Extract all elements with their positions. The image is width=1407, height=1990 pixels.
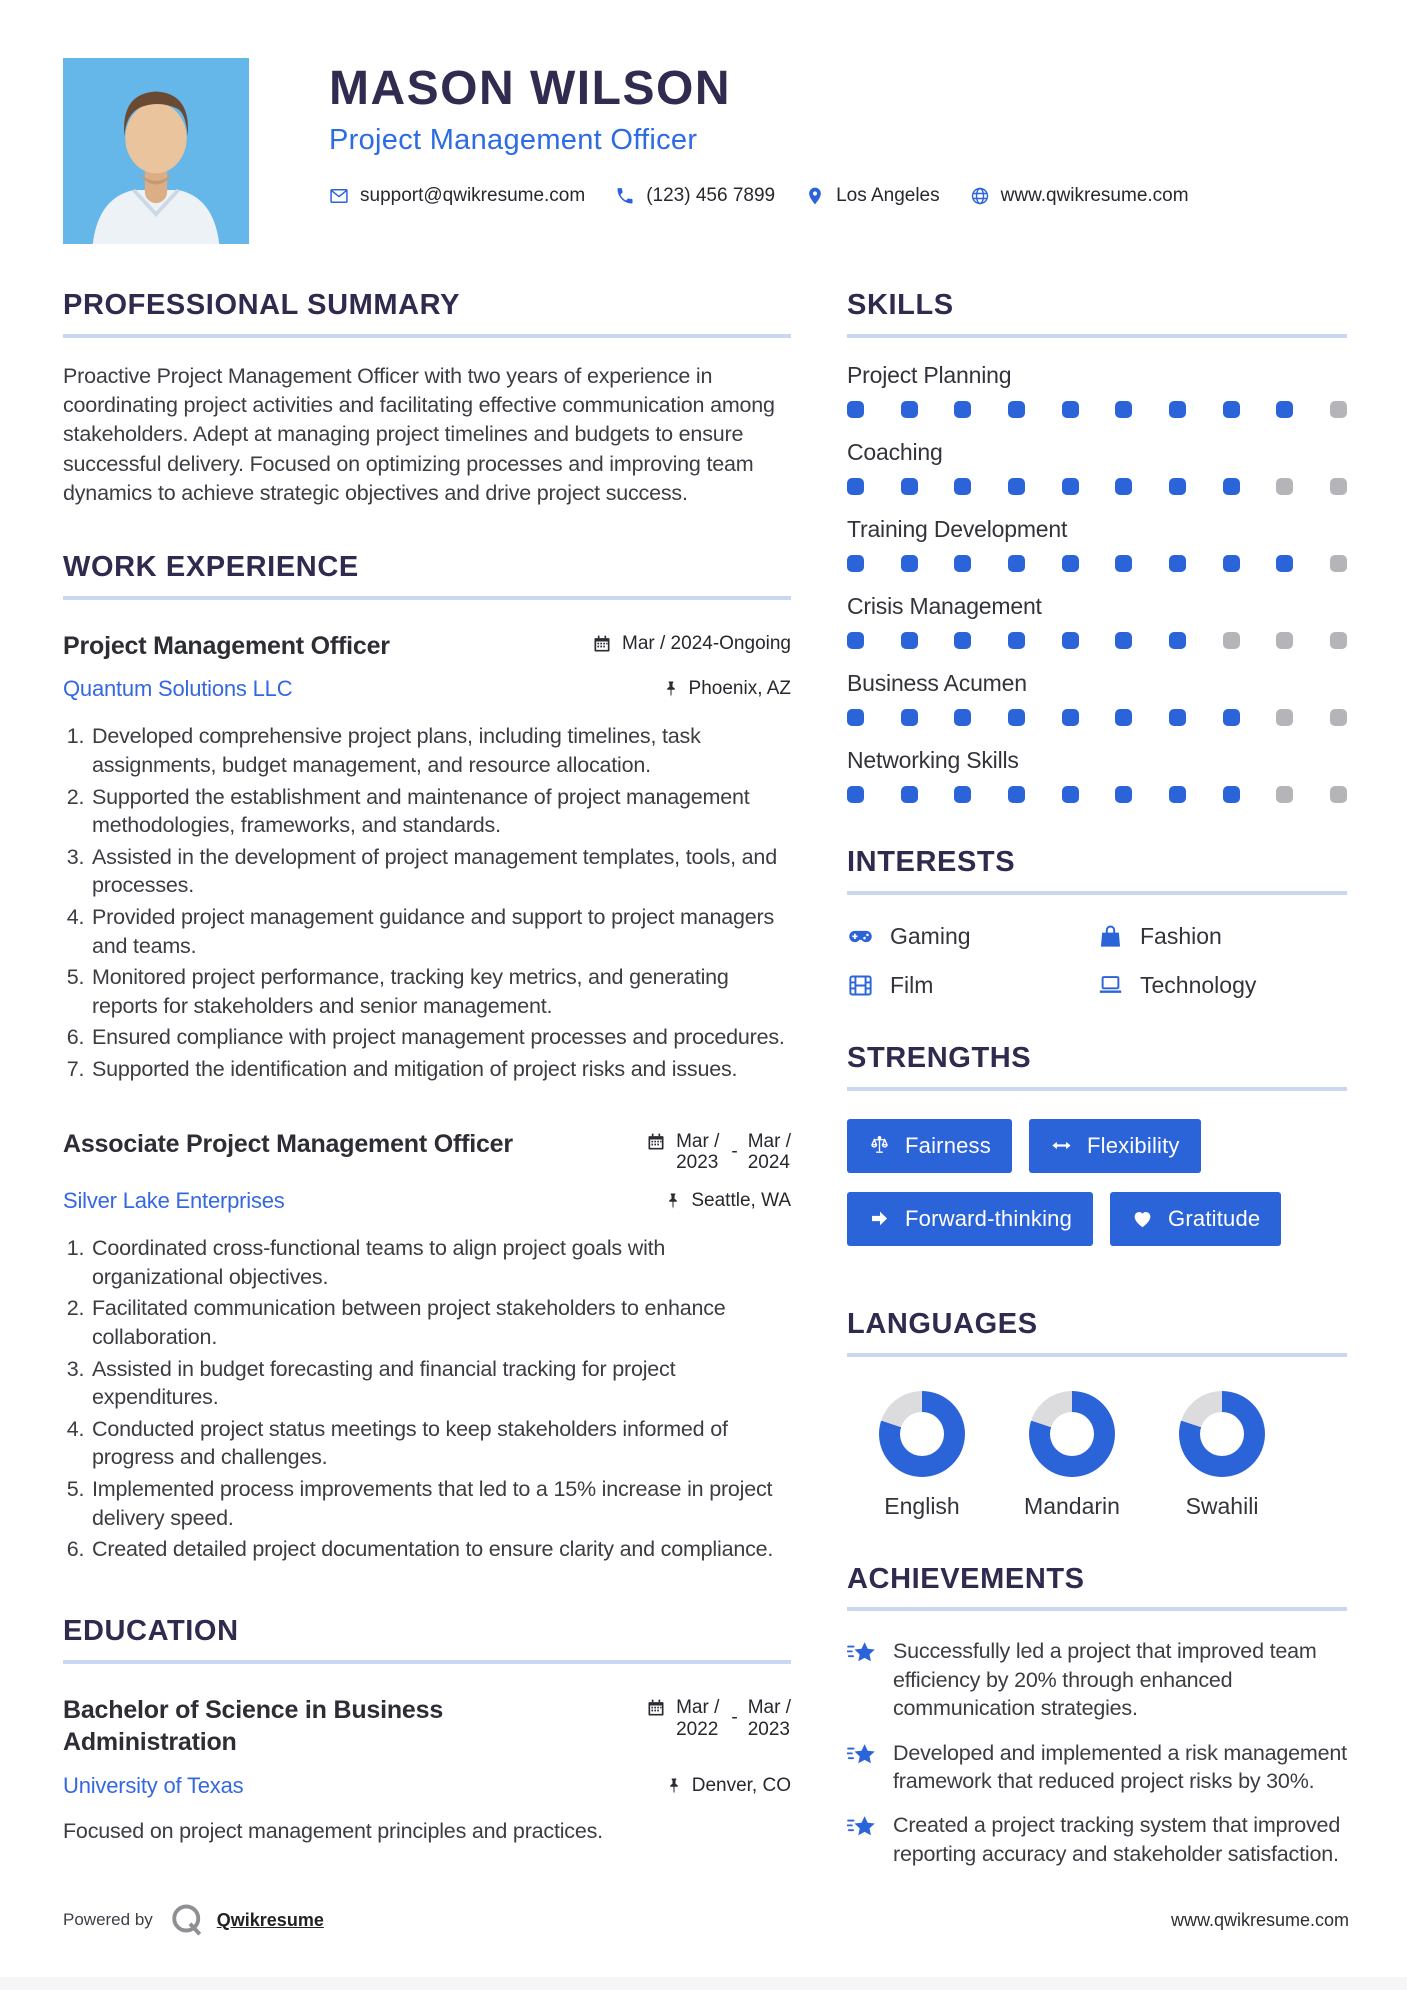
rating-dot-filled xyxy=(1062,555,1079,572)
bullet-item: 3. Assisted in budget forecasting and financial tracking for project expenditures. xyxy=(90,1355,791,1412)
rating-dot-filled xyxy=(1008,478,1025,495)
job-bullets xyxy=(63,1234,791,1564)
section-skills xyxy=(847,290,1347,803)
experience-heading: WORK EXPERIENCE xyxy=(63,551,359,584)
rating-dot-filled xyxy=(954,478,971,495)
rating-dot-filled xyxy=(1276,401,1293,418)
pushpin-icon xyxy=(664,1192,682,1210)
calendar-icon xyxy=(592,634,612,654)
education-heading: EDUCATION xyxy=(63,1614,239,1647)
strength-label: Forward-thinking xyxy=(905,1205,1073,1231)
rating-dot-filled xyxy=(1115,555,1132,572)
rating-dot-filled xyxy=(1115,786,1132,803)
bullet-item: 6. Ensured compliance with project management processes and procedures. xyxy=(90,1023,791,1052)
job-date xyxy=(592,630,791,663)
strengths-heading: STRENGTHS xyxy=(847,1041,1032,1074)
strength-badge xyxy=(847,1119,1012,1173)
skill-rating-dots xyxy=(847,709,1347,726)
rating-dot-empty xyxy=(1330,555,1347,572)
scales-icon xyxy=(868,1134,891,1157)
rating-dot-empty xyxy=(1276,709,1293,726)
job-title: Project Management Officer xyxy=(63,631,390,660)
rating-dot-filled xyxy=(1008,632,1025,649)
rating-dot-filled xyxy=(1223,786,1240,803)
heading-rule xyxy=(847,891,1347,895)
date-separator: - xyxy=(731,1140,738,1162)
rating-dot-empty xyxy=(1330,786,1347,803)
education-date xyxy=(646,1694,791,1759)
profile-photo xyxy=(63,58,249,244)
job-entry-2 xyxy=(63,1128,791,1564)
rating-dot-filled xyxy=(847,632,864,649)
skill-rating-dots xyxy=(847,478,1347,495)
rating-dot-filled xyxy=(1062,401,1079,418)
heading-rule xyxy=(847,1607,1347,1611)
languages-list xyxy=(847,1391,1347,1520)
education-entry xyxy=(63,1694,791,1844)
skill-item xyxy=(847,670,1347,726)
skills-list xyxy=(847,362,1347,803)
rating-dot-filled xyxy=(954,632,971,649)
job-date-text: Mar / 2024-Ongoing xyxy=(622,632,791,654)
bullet-item: 2. Facilitated communication between project stakeholders to enhance collaboration. xyxy=(90,1294,791,1351)
film-strip-icon xyxy=(847,972,874,999)
rating-dot-filled xyxy=(954,555,971,572)
star-badge-icon xyxy=(847,1640,879,1667)
skill-item xyxy=(847,439,1347,495)
achievement-text: Created a project tracking system that improved reporting accuracy and stakeholder satisfaction. xyxy=(893,1813,1341,1866)
powered-by-label: Powered by xyxy=(63,1910,153,1929)
bullet-item: 1. Coordinated cross-functional teams to align project goals with organizational objectives. xyxy=(90,1234,791,1291)
rating-dot-filled xyxy=(901,632,918,649)
skill-item xyxy=(847,516,1347,572)
rating-dot-filled xyxy=(1169,401,1186,418)
envelope-icon xyxy=(329,186,349,206)
education-location-text: Denver, CO xyxy=(691,1774,791,1796)
section-professional-summary xyxy=(63,290,791,508)
heading-rule xyxy=(847,1353,1347,1357)
company-link[interactable]: Quantum Solutions LLC xyxy=(63,676,293,702)
rating-dot-filled xyxy=(1008,555,1025,572)
summary-heading: PROFESSIONAL SUMMARY xyxy=(63,289,461,321)
skill-label: Project Planning xyxy=(847,361,1012,388)
strengths-list xyxy=(847,1119,1347,1265)
language-donut-chart xyxy=(1029,1391,1115,1477)
header xyxy=(63,58,1347,244)
right-arrow-icon xyxy=(868,1207,891,1230)
rating-dot-filled xyxy=(901,401,918,418)
rating-dot-filled xyxy=(847,401,864,418)
skill-label: Business Acumen xyxy=(847,669,1027,696)
rating-dot-empty xyxy=(1330,401,1347,418)
language-donut-chart xyxy=(879,1391,965,1477)
language-item xyxy=(847,1391,997,1520)
date-end-month: Mar / xyxy=(747,1130,791,1152)
interest-label: Technology xyxy=(1140,971,1257,998)
skill-label: Crisis Management xyxy=(847,592,1042,619)
bullet-item: 5. Implemented process improvements that led to a 15% increase in project delivery speed. xyxy=(90,1475,791,1532)
company-link[interactable]: Silver Lake Enterprises xyxy=(63,1188,285,1214)
rating-dot-filled xyxy=(1115,401,1132,418)
rating-dot-filled xyxy=(1062,632,1079,649)
skill-rating-dots xyxy=(847,401,1347,418)
rating-dot-filled xyxy=(954,709,971,726)
achievements-heading: ACHIEVEMENTS xyxy=(847,1562,1085,1595)
rating-dot-filled xyxy=(847,786,864,803)
achievement-item xyxy=(847,1637,1347,1722)
star-badge-icon xyxy=(847,1742,879,1769)
date-start-month: Mar / xyxy=(676,1696,720,1718)
language-label: Swahili xyxy=(1185,1492,1259,1519)
laptop-icon xyxy=(1097,972,1124,999)
date-separator: - xyxy=(731,1706,738,1728)
language-item xyxy=(997,1391,1147,1520)
contact-website-text: www.qwikresume.com xyxy=(1000,185,1189,207)
bullet-item: 5. Monitored project performance, tracking key metrics, and generating reports for stakeholders and senior management. xyxy=(90,963,791,1020)
skill-item xyxy=(847,593,1347,649)
person-name: MASON WILSON xyxy=(329,62,731,115)
rating-dot-empty xyxy=(1276,478,1293,495)
rating-dot-filled xyxy=(847,709,864,726)
strength-label: Flexibility xyxy=(1086,1132,1180,1158)
skill-label: Coaching xyxy=(847,438,943,465)
contact-phone xyxy=(615,185,775,207)
pushpin-icon xyxy=(662,680,680,698)
language-label: English xyxy=(884,1492,960,1519)
rating-dot-filled xyxy=(1008,709,1025,726)
interest-label: Film xyxy=(890,971,934,998)
right-column xyxy=(847,290,1347,1884)
strength-badge xyxy=(847,1192,1093,1246)
skill-rating-dots xyxy=(847,555,1347,572)
rating-dot-empty xyxy=(1276,786,1293,803)
skills-heading: SKILLS xyxy=(847,289,954,321)
section-achievements xyxy=(847,1564,1347,1869)
interest-label: Fashion xyxy=(1140,922,1222,949)
summary-text: Proactive Project Management Officer with two years of experience in coordinating project activities and facilitating effective communication among stakeholders. Adept at managing project timelines and budgets to ensure successful delivery. Focused on optimizing processes and improving team dynamics to achieve strategic objectives and drive project success. xyxy=(63,363,775,505)
rating-dot-filled xyxy=(1008,401,1025,418)
job-date xyxy=(646,1128,791,1175)
date-start-year: 2022 xyxy=(676,1718,719,1740)
globe-icon xyxy=(970,186,990,206)
date-end-year: 2024 xyxy=(747,1152,790,1174)
interest-label: Gaming xyxy=(890,922,971,949)
interests-list xyxy=(847,923,1347,999)
language-label: Mandarin xyxy=(1024,1492,1120,1519)
rating-dot-filled xyxy=(1276,555,1293,572)
bullet-item: 1. Developed comprehensive project plans, including timelines, task assignments, budget management, and resource allocation. xyxy=(90,722,791,779)
interests-heading: INTERESTS xyxy=(847,845,1016,878)
job-location xyxy=(662,678,791,700)
phone-icon xyxy=(615,186,635,206)
skill-label: Networking Skills xyxy=(847,746,1019,773)
job-title: Associate Project Management Officer xyxy=(63,1129,513,1158)
rating-dot-filled xyxy=(1223,401,1240,418)
footer xyxy=(63,1902,1349,1938)
rating-dot-filled xyxy=(901,555,918,572)
rating-dot-filled xyxy=(1169,478,1186,495)
heading-rule xyxy=(63,334,791,338)
interest-item xyxy=(1097,972,1347,999)
education-location xyxy=(665,1775,791,1797)
contact-location xyxy=(805,185,940,207)
rating-dot-empty xyxy=(1330,709,1347,726)
location-pin-icon xyxy=(805,186,825,206)
job-location-text: Seattle, WA xyxy=(691,1190,791,1212)
language-donut-chart xyxy=(1179,1391,1265,1477)
section-work-experience xyxy=(63,552,791,1564)
rating-dot-empty xyxy=(1330,632,1347,649)
job-entry-1 xyxy=(63,630,791,1084)
rating-dot-filled xyxy=(1062,709,1079,726)
rating-dot-filled xyxy=(1169,786,1186,803)
contact-email xyxy=(329,185,585,207)
contact-phone-text: (123) 456 7899 xyxy=(646,185,776,207)
strength-badge xyxy=(1029,1119,1201,1173)
rating-dot-filled xyxy=(901,709,918,726)
contact-website xyxy=(970,185,1189,207)
strength-label: Gratitude xyxy=(1168,1205,1261,1231)
date-end-year: 2023 xyxy=(747,1718,790,1740)
heading-rule xyxy=(63,1660,791,1664)
skill-label: Training Development xyxy=(847,515,1068,542)
header-info xyxy=(329,58,1347,207)
rating-dot-filled xyxy=(901,478,918,495)
rating-dot-filled xyxy=(1169,555,1186,572)
job-location xyxy=(664,1190,791,1212)
bullet-item: 6. Created detailed project documentation to ensure clarity and compliance. xyxy=(90,1535,791,1564)
date-start-month: Mar / xyxy=(676,1130,720,1152)
rating-dot-filled xyxy=(901,786,918,803)
achievement-item xyxy=(847,1811,1347,1868)
languages-heading: LANGUAGES xyxy=(847,1307,1038,1340)
contact-location-text: Los Angeles xyxy=(836,185,940,207)
rating-dot-filled xyxy=(1223,555,1240,572)
profile-photo-illustration xyxy=(63,58,249,244)
calendar-icon xyxy=(646,1132,666,1152)
section-strengths xyxy=(847,1043,1347,1265)
skill-item xyxy=(847,747,1347,803)
content-columns xyxy=(63,290,1347,1884)
rating-dot-filled xyxy=(1115,478,1132,495)
section-interests xyxy=(847,847,1347,999)
rating-dot-filled xyxy=(1115,632,1132,649)
calendar-icon xyxy=(646,1698,666,1718)
rating-dot-empty xyxy=(1223,632,1240,649)
school-link[interactable]: University of Texas xyxy=(63,1772,244,1798)
person-title: Project Management Officer xyxy=(329,124,698,157)
section-languages xyxy=(847,1309,1347,1520)
section-education xyxy=(63,1616,791,1844)
rating-dot-filled xyxy=(954,401,971,418)
strength-badge xyxy=(1110,1192,1281,1246)
rating-dot-filled xyxy=(1115,709,1132,726)
achievements-list xyxy=(847,1637,1347,1868)
rating-dot-filled xyxy=(1223,709,1240,726)
heading-rule xyxy=(847,334,1347,338)
bullet-item: 2. Supported the establishment and maintenance of project management methodologies, frameworks, and standards. xyxy=(90,783,791,840)
rating-dot-filled xyxy=(847,555,864,572)
contact-row xyxy=(329,185,1347,207)
rating-dot-filled xyxy=(1062,786,1079,803)
rating-dot-filled xyxy=(1008,786,1025,803)
skill-rating-dots xyxy=(847,786,1347,803)
star-badge-icon xyxy=(847,1814,879,1841)
rating-dot-filled xyxy=(1062,478,1079,495)
bullet-item: 4. Conducted project status meetings to keep stakeholders informed of progress and challenges. xyxy=(90,1415,791,1472)
rating-dot-filled xyxy=(954,786,971,803)
job-bullets xyxy=(63,722,791,1083)
achievement-text: Developed and implemented a risk management framework that reduced project risks by 30%. xyxy=(893,1740,1347,1793)
pushpin-icon xyxy=(665,1777,683,1795)
skill-item xyxy=(847,362,1347,418)
rating-dot-filled xyxy=(1169,709,1186,726)
qwikresume-link[interactable]: Qwikresume xyxy=(216,1909,324,1930)
shopping-bag-icon xyxy=(1097,923,1124,950)
language-item xyxy=(1147,1391,1297,1520)
left-right-arrow-icon xyxy=(1050,1134,1073,1157)
heading-rule xyxy=(63,596,791,600)
contact-email-text: support@qwikresume.com xyxy=(360,185,586,207)
heading-rule xyxy=(847,1087,1347,1091)
page-bottom-strip xyxy=(0,1977,1407,1990)
rating-dot-filled xyxy=(1223,478,1240,495)
heart-icon xyxy=(1131,1207,1154,1230)
gamepad-icon xyxy=(847,923,874,950)
skill-rating-dots xyxy=(847,632,1347,649)
date-end-month: Mar / xyxy=(747,1696,791,1718)
achievement-item xyxy=(847,1739,1347,1796)
date-start-year: 2023 xyxy=(676,1152,719,1174)
rating-dot-filled xyxy=(1169,632,1186,649)
interest-item xyxy=(1097,923,1347,950)
strength-label: Fairness xyxy=(905,1132,991,1158)
education-note: Focused on project management principles and practices. xyxy=(63,1818,603,1843)
footer-website: www.qwikresume.com xyxy=(1170,1909,1349,1930)
left-column xyxy=(63,290,791,1844)
achievement-text: Successfully led a project that improved team efficiency by 20% through enhanced communication strategies. xyxy=(893,1639,1317,1721)
bullet-item: 3. Assisted in the development of project management templates, tools, and processes. xyxy=(90,843,791,900)
interest-item xyxy=(847,972,1097,999)
rating-dot-filled xyxy=(847,478,864,495)
degree-title: Bachelor of Science in Business Administration xyxy=(63,1695,444,1757)
bullet-item: 7. Supported the identification and mitigation of project risks and issues. xyxy=(90,1055,791,1084)
bullet-item: 4. Provided project management guidance and support to project managers and teams. xyxy=(90,903,791,960)
job-location-text: Phoenix, AZ xyxy=(688,678,791,700)
qwikresume-logo-icon xyxy=(169,1902,205,1938)
rating-dot-empty xyxy=(1330,478,1347,495)
rating-dot-empty xyxy=(1276,632,1293,649)
interest-item xyxy=(847,923,1097,950)
